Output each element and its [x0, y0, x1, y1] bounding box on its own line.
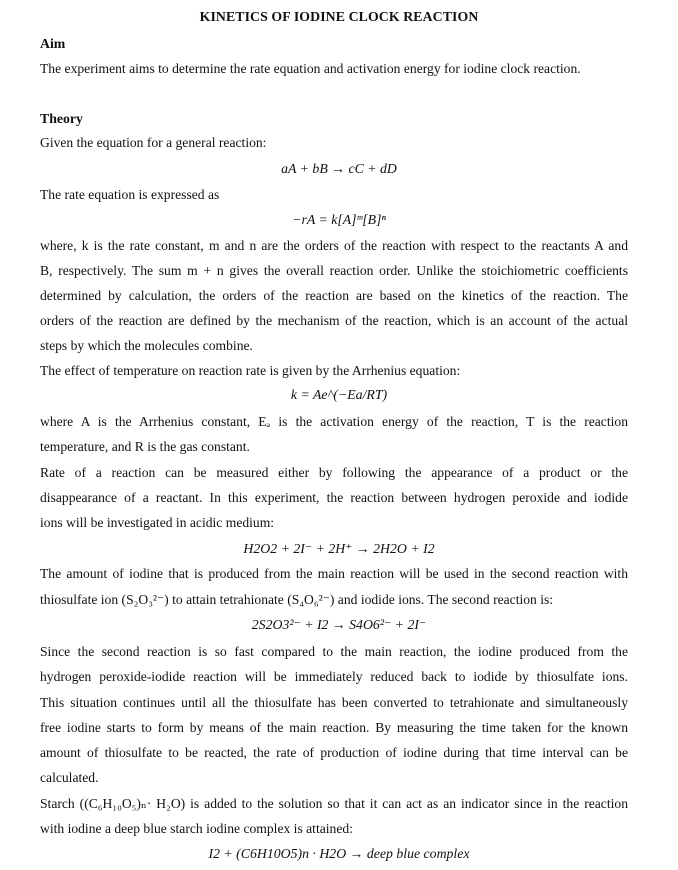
- equation-starch-complex: I2 + (C6H10O5)n · H2O → deep blue complex: [208, 846, 470, 861]
- para3-line: Rate of a reaction can be measured either by following the appearance of a product or the: [40, 465, 628, 480]
- para5-line: calculated.: [40, 770, 99, 785]
- para5-line: free iodine starts to form by means of the main reaction. By measuring the time taken for the known: [40, 720, 628, 735]
- para3-line: disappearance of a reactant. In this experiment, the reaction between hydrogen peroxide and iodide: [40, 490, 628, 505]
- para1-line: where, k is the rate constant, m and n are the orders of the reaction with respect to the reactants A and: [40, 238, 628, 253]
- para5-line: hydrogen peroxide-iodide reaction will be immediately reduced back to iodide by thiosulfate ions.: [40, 669, 628, 684]
- para2-line: temperature, and R is the gas constant.: [40, 439, 250, 454]
- equation-main-reaction: H2O2 + 2I⁻ + 2H⁺ → 2H2O + I2: [243, 541, 435, 556]
- para4-line: thiosulfate ion (S₂O₃²⁻) to attain tetrahionate (S₄O₆²⁻) and iodide ions. The second reaction is:: [40, 592, 554, 607]
- para5-line: This situation continues until all the thiosulfate has been converted to tetrahionate and simultaneously: [40, 695, 628, 710]
- equation-rate-law: −rA = k[A]ᵐ[B]ⁿ: [292, 212, 386, 227]
- arrhenius-intro: The effect of temperature on reaction rate is given by the Arrhenius equation:: [40, 363, 461, 378]
- para2-line: where A is the Arrhenius constant, Eₐ is the activation energy of the reaction, T is the reaction: [40, 414, 628, 429]
- equation-second-reaction: 2S2O3²⁻ + I2 → S4O6²⁻ + 2I⁻: [251, 617, 427, 632]
- document-title: KINETICS OF IODINE CLOCK REACTION: [199, 9, 479, 24]
- para6-line: Starch ((C₆H₁₀O₅)ₙ· H₂O) is added to the solution so that it can act as an indicator since in the reaction: [40, 796, 628, 811]
- theory-heading: Theory: [40, 111, 83, 126]
- para1-line: determined by calculation, the orders of the reaction are based on the kinetics of the reaction. The: [40, 288, 628, 303]
- aim-heading: Aim: [40, 36, 66, 51]
- para1-line: steps by which the molecules combine.: [40, 338, 253, 353]
- equation-general-reaction: aA + bB → cC + dD: [281, 161, 397, 176]
- para5-line: amount of thiosulfate to be reacted, the rate of production of iodine during that time interval can be: [40, 745, 628, 760]
- para3-line: ions will be investigated in acidic medium:: [40, 515, 275, 530]
- para4-line: The amount of iodine that is produced from the main reaction will be used in the second reaction with: [40, 566, 628, 581]
- aim-text: The experiment aims to determine the rate equation and activation energy for iodine clock reaction.: [40, 61, 581, 76]
- general-reaction-intro: Given the equation for a general reaction:: [40, 135, 267, 150]
- rate-equation-intro: The rate equation is expressed as: [40, 187, 220, 202]
- para1-line: B, respectively. The sum m + n gives the overall reaction order. Unlike the stoichiometric coefficients: [40, 263, 628, 278]
- para5-line: Since the second reaction is so fast compared to the main reaction, the iodine produced from the: [40, 644, 628, 659]
- equation-arrhenius: k = Ae^(−Ea/RT): [290, 387, 388, 402]
- para6-line: with iodine a deep blue starch iodine complex is attained:: [40, 821, 353, 836]
- para1-line: orders of the reaction are defined by the mechanism of the reaction, which is an account of the actual: [40, 313, 628, 328]
